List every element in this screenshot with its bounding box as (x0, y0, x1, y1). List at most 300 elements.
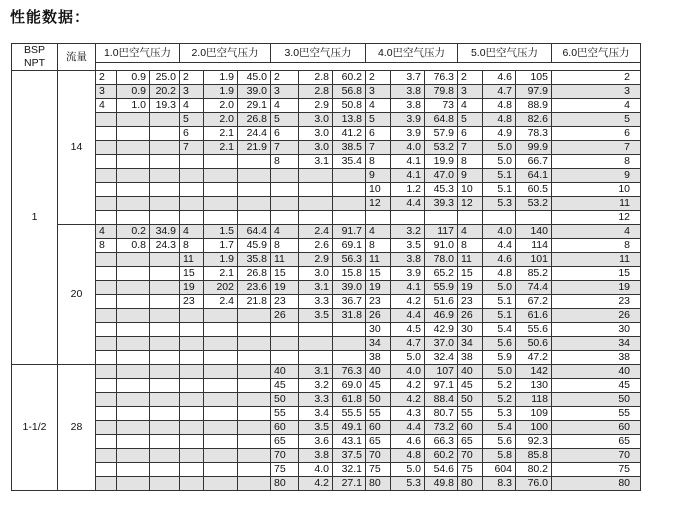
p2-cell (180, 155, 204, 169)
p3-cell: 15 (271, 267, 299, 281)
p1-cell (117, 281, 150, 295)
p6-cell: 34 (552, 337, 641, 351)
p2-cell (204, 407, 238, 421)
p3-cell: 36.7 (333, 295, 366, 309)
p3-cell: 2.6 (299, 239, 333, 253)
p5-cell: 5.1 (483, 295, 516, 309)
p3-cell: 32.1 (333, 463, 366, 477)
p1-cell (117, 127, 150, 141)
p6-cell: 8 (552, 239, 641, 253)
p5-cell: 64.1 (516, 169, 552, 183)
p3-cell: 3.0 (299, 127, 333, 141)
p3-cell: 4.0 (299, 463, 333, 477)
p1-cell (150, 379, 180, 393)
p4-cell: 46.9 (425, 309, 458, 323)
p4-cell: 76.3 (425, 71, 458, 85)
p6-cell: 11 (552, 197, 641, 211)
p3-cell (271, 169, 299, 183)
p5-cell: 34 (458, 337, 483, 351)
p4-cell: 4.4 (391, 197, 425, 211)
p4-cell: 88.4 (425, 393, 458, 407)
p2-cell (180, 323, 204, 337)
flow-cell: 28 (58, 365, 96, 491)
p1-cell (117, 421, 150, 435)
p5-cell: 88.9 (516, 99, 552, 113)
p5-cell: 80.2 (516, 463, 552, 477)
p6-cell: 5 (552, 113, 641, 127)
p2-cell: 19 (180, 281, 204, 295)
p4-cell: 70 (366, 449, 391, 463)
p3-cell: 39.0 (333, 281, 366, 295)
table-row (12, 393, 641, 407)
p3-cell: 8 (271, 239, 299, 253)
p1-cell (117, 183, 150, 197)
p2-cell (238, 379, 271, 393)
p3-cell (271, 211, 299, 225)
p3-cell: 80 (271, 477, 299, 491)
p3-cell: 91.7 (333, 225, 366, 239)
p3-cell (333, 183, 366, 197)
p4-cell: 34 (366, 337, 391, 351)
p3-cell: 7 (271, 141, 299, 155)
p5-cell: 55.6 (516, 323, 552, 337)
p3-cell: 41.2 (333, 127, 366, 141)
p4-cell: 80.7 (425, 407, 458, 421)
p4-cell: 4.4 (391, 421, 425, 435)
p4-cell: 3.2 (391, 225, 425, 239)
p5-cell: 4 (458, 99, 483, 113)
p1-cell (150, 421, 180, 435)
p5-cell: 101 (516, 253, 552, 267)
flow-cell: 20 (58, 225, 96, 365)
p1-cell (96, 253, 117, 267)
p1-cell (150, 365, 180, 379)
p4-cell: 7 (366, 141, 391, 155)
p1-cell (117, 211, 150, 225)
p5-cell: 55 (458, 407, 483, 421)
p1-cell (117, 113, 150, 127)
p5-cell: 74.4 (516, 281, 552, 295)
p4-cell: 30 (366, 323, 391, 337)
table-row (12, 421, 641, 435)
p4-cell: 45 (366, 379, 391, 393)
p4-cell: 97.1 (425, 379, 458, 393)
p1-cell (96, 295, 117, 309)
p1-cell: 20.2 (150, 85, 180, 99)
p2-cell (238, 309, 271, 323)
p1-cell (150, 393, 180, 407)
p1-cell (117, 169, 150, 183)
size-cell: 1-1/2 (12, 365, 58, 491)
table-row (12, 127, 641, 141)
p5-cell: 5.8 (483, 449, 516, 463)
p3-cell (271, 351, 299, 365)
p3-cell (299, 323, 333, 337)
p2-cell (204, 477, 238, 491)
p1-cell (150, 183, 180, 197)
p2-cell (238, 169, 271, 183)
p5-cell: 4.8 (483, 267, 516, 281)
p1-cell (150, 281, 180, 295)
p3-cell (299, 183, 333, 197)
p5-cell: 99.9 (516, 141, 552, 155)
p4-cell: 3.9 (391, 127, 425, 141)
p3-cell: 55 (271, 407, 299, 421)
table-body (12, 71, 641, 491)
p5-cell: 50 (458, 393, 483, 407)
p4-cell: 73.2 (425, 421, 458, 435)
p3-cell: 19 (271, 281, 299, 295)
p2-cell (238, 421, 271, 435)
p2-cell: 23.6 (238, 281, 271, 295)
p2-cell: 2.0 (204, 99, 238, 113)
p3-cell (333, 197, 366, 211)
p2-cell: 23 (180, 295, 204, 309)
p4-cell: 4.4 (391, 309, 425, 323)
p4-cell: 49.8 (425, 477, 458, 491)
p4-cell: 5 (366, 113, 391, 127)
p2-cell (204, 393, 238, 407)
p4-cell: 8 (366, 155, 391, 169)
p5-cell (483, 211, 516, 225)
p3-cell: 11 (271, 253, 299, 267)
p1-cell (150, 449, 180, 463)
p2-cell (204, 211, 238, 225)
p1-cell: 25.0 (150, 71, 180, 85)
p5-cell: 4.6 (483, 253, 516, 267)
p2-cell (204, 337, 238, 351)
pressure-header-1: 1.0巴空气压力 (96, 44, 180, 63)
p5-cell: 105 (516, 71, 552, 85)
p2-cell (238, 435, 271, 449)
p5-cell: 23 (458, 295, 483, 309)
table-row (12, 169, 641, 183)
p4-cell: 65.2 (425, 267, 458, 281)
p4-cell: 4.5 (391, 323, 425, 337)
flow-cell: 14 (58, 71, 96, 225)
p5-cell: 11 (458, 253, 483, 267)
p2-cell (204, 421, 238, 435)
p3-cell: 3.5 (299, 421, 333, 435)
p2-cell: 6 (180, 127, 204, 141)
table-row (12, 113, 641, 127)
p2-cell: 1.9 (204, 253, 238, 267)
p1-cell: 1.0 (117, 99, 150, 113)
p2-cell (204, 379, 238, 393)
p1-cell (96, 169, 117, 183)
table-row (12, 197, 641, 211)
p4-cell: 11 (366, 253, 391, 267)
p4-cell: 4.6 (391, 435, 425, 449)
p1-cell (150, 351, 180, 365)
p4-cell: 79.8 (425, 85, 458, 99)
p2-cell (180, 309, 204, 323)
p5-cell: 5.0 (483, 141, 516, 155)
p4-cell: 4.1 (391, 281, 425, 295)
p1-cell (150, 309, 180, 323)
p4-cell: 65 (366, 435, 391, 449)
p3-cell: 69.0 (333, 379, 366, 393)
p2-cell (180, 393, 204, 407)
p3-cell: 3.5 (299, 309, 333, 323)
p6-cell: 75 (552, 463, 641, 477)
p5-cell: 10 (458, 183, 483, 197)
p1-cell (96, 141, 117, 155)
pressure-header-6: 6.0巴空气压力 (552, 44, 641, 63)
p5-cell: 40 (458, 365, 483, 379)
p6-cell: 6 (552, 127, 641, 141)
p3-cell (299, 351, 333, 365)
p6-cell: 4 (552, 225, 641, 239)
p5-cell: 4.7 (483, 85, 516, 99)
p2-cell: 1.7 (204, 239, 238, 253)
p5-cell: 114 (516, 239, 552, 253)
p5-cell: 67.2 (516, 295, 552, 309)
p2-cell (180, 211, 204, 225)
p2-cell (180, 435, 204, 449)
p3-cell: 23 (271, 295, 299, 309)
p5-cell: 118 (516, 393, 552, 407)
table-row (12, 407, 641, 421)
p2-cell: 64.4 (238, 225, 271, 239)
p5-cell: 78.3 (516, 127, 552, 141)
p3-cell (333, 211, 366, 225)
p4-cell: 3.8 (391, 253, 425, 267)
p5-cell (516, 211, 552, 225)
p4-cell: 4.1 (391, 169, 425, 183)
p5-cell: 604 (483, 463, 516, 477)
p1-cell (117, 253, 150, 267)
p1-cell (150, 127, 180, 141)
p5-cell: 5.2 (483, 379, 516, 393)
p1-cell (150, 477, 180, 491)
p2-cell: 21.9 (238, 141, 271, 155)
p6-cell: 65 (552, 435, 641, 449)
p6-cell: 40 (552, 365, 641, 379)
p5-cell: 19 (458, 281, 483, 295)
p4-cell: 5.0 (391, 463, 425, 477)
p1-cell (117, 393, 150, 407)
p1-cell (96, 421, 117, 435)
p6-cell: 8 (552, 155, 641, 169)
p6-cell: 4 (552, 99, 641, 113)
p2-cell: 26.8 (238, 267, 271, 281)
p1-cell (117, 309, 150, 323)
p3-cell: 43.1 (333, 435, 366, 449)
p2-cell (204, 169, 238, 183)
pressure-header-5: 5.0巴空气压力 (458, 44, 552, 63)
p5-cell: 65 (458, 435, 483, 449)
p3-cell: 50 (271, 393, 299, 407)
p5-cell: 12 (458, 197, 483, 211)
p2-cell: 4 (180, 99, 204, 113)
p1-cell (96, 477, 117, 491)
p1-cell: 4 (96, 99, 117, 113)
p5-cell: 5.1 (483, 183, 516, 197)
p5-cell: 66.7 (516, 155, 552, 169)
p2-cell (238, 337, 271, 351)
p1-cell (150, 407, 180, 421)
p3-cell: 3.2 (299, 379, 333, 393)
p2-cell: 1.9 (204, 71, 238, 85)
p5-cell: 9 (458, 169, 483, 183)
p2-cell: 2.0 (204, 113, 238, 127)
p4-cell: 2 (366, 71, 391, 85)
p5-cell: 15 (458, 267, 483, 281)
p1-cell: 19.3 (150, 99, 180, 113)
p3-cell: 69.1 (333, 239, 366, 253)
p5-cell: 45 (458, 379, 483, 393)
p5-cell: 30 (458, 323, 483, 337)
pressure-header-2: 2.0巴空气压力 (180, 44, 271, 63)
p5-cell: 4.9 (483, 127, 516, 141)
p1-cell (117, 477, 150, 491)
p1-cell (96, 435, 117, 449)
p2-cell: 26.8 (238, 113, 271, 127)
table-row (12, 463, 641, 477)
p5-cell: 61.6 (516, 309, 552, 323)
p2-cell: 2.4 (204, 295, 238, 309)
p5-cell: 100 (516, 421, 552, 435)
p3-cell: 38.5 (333, 141, 366, 155)
p5-cell: 5.2 (483, 393, 516, 407)
p5-cell: 53.2 (516, 197, 552, 211)
p2-cell: 2.1 (204, 127, 238, 141)
p1-cell (96, 183, 117, 197)
p5-cell: 5.0 (483, 365, 516, 379)
p3-cell: 60.2 (333, 71, 366, 85)
p3-cell: 3.8 (299, 449, 333, 463)
p5-cell: 82.6 (516, 113, 552, 127)
p1-cell (117, 197, 150, 211)
p4-cell: 38 (366, 351, 391, 365)
p3-cell: 75 (271, 463, 299, 477)
p3-cell: 3.1 (299, 281, 333, 295)
flow-header: 流量 (58, 44, 96, 71)
table-row (12, 71, 641, 85)
table-row (12, 323, 641, 337)
p1-cell (150, 253, 180, 267)
p6-cell: 23 (552, 295, 641, 309)
p1-cell: 34.9 (150, 225, 180, 239)
p3-cell: 55.5 (333, 407, 366, 421)
p6-cell: 11 (552, 253, 641, 267)
p3-cell (333, 351, 366, 365)
p3-cell (299, 211, 333, 225)
p3-cell: 56.8 (333, 85, 366, 99)
p6-cell: 70 (552, 449, 641, 463)
p4-cell: 73 (425, 99, 458, 113)
p6-cell: 19 (552, 281, 641, 295)
p5-cell: 60.5 (516, 183, 552, 197)
page-title: 性能数据： (10, 9, 91, 26)
p2-cell (204, 323, 238, 337)
p3-cell: 3.3 (299, 295, 333, 309)
p5-cell: 5.3 (483, 197, 516, 211)
p4-cell: 5.0 (391, 351, 425, 365)
p1-cell: 3 (96, 85, 117, 99)
p3-cell (271, 337, 299, 351)
performance-table-wrapper (11, 43, 641, 491)
p3-cell: 3 (271, 85, 299, 99)
p1-cell (117, 267, 150, 281)
p1-cell (96, 127, 117, 141)
p3-cell (333, 323, 366, 337)
p5-cell: 5.6 (483, 435, 516, 449)
p3-cell: 8 (271, 155, 299, 169)
p2-cell (238, 407, 271, 421)
p2-cell: 2.1 (204, 141, 238, 155)
table-row (12, 99, 641, 113)
table-row (12, 239, 641, 253)
p5-cell: 5.4 (483, 421, 516, 435)
p1-cell (150, 197, 180, 211)
p2-cell (238, 183, 271, 197)
p4-cell: 32.4 (425, 351, 458, 365)
p4-cell: 8 (366, 239, 391, 253)
p5-cell: 8.3 (483, 477, 516, 491)
p2-cell (238, 155, 271, 169)
p2-cell (180, 379, 204, 393)
p1-cell (96, 449, 117, 463)
table-row (12, 155, 641, 169)
p3-cell: 3.3 (299, 393, 333, 407)
p1-cell (96, 463, 117, 477)
p3-cell: 2.9 (299, 99, 333, 113)
p4-cell: 107 (425, 365, 458, 379)
p1-cell (117, 337, 150, 351)
p2-cell: 45.0 (238, 71, 271, 85)
p3-cell (271, 197, 299, 211)
table-row (12, 225, 641, 239)
p3-cell (299, 169, 333, 183)
bsp-npt-header (12, 44, 58, 71)
p2-cell (238, 351, 271, 365)
p5-cell: 5.6 (483, 337, 516, 351)
p3-cell: 56.3 (333, 253, 366, 267)
p2-cell (180, 477, 204, 491)
p2-cell (180, 407, 204, 421)
p1-cell (96, 393, 117, 407)
p2-cell (204, 351, 238, 365)
p3-cell: 3.0 (299, 113, 333, 127)
pressure-header-4: 4.0巴空气压力 (366, 44, 458, 63)
p4-cell: 5.3 (391, 477, 425, 491)
p1-cell (150, 323, 180, 337)
p1-cell (150, 267, 180, 281)
p1-cell (96, 379, 117, 393)
p2-cell (238, 477, 271, 491)
p6-cell: 9 (552, 169, 641, 183)
p3-cell: 49.1 (333, 421, 366, 435)
p1-cell (117, 155, 150, 169)
p5-cell: 8 (458, 239, 483, 253)
p6-cell: 55 (552, 407, 641, 421)
p4-cell: 60 (366, 421, 391, 435)
p4-cell: 3.8 (391, 85, 425, 99)
p3-cell: 61.8 (333, 393, 366, 407)
p5-cell: 140 (516, 225, 552, 239)
p4-cell: 4.2 (391, 393, 425, 407)
p1-cell (117, 351, 150, 365)
p6-cell: 3 (552, 85, 641, 99)
p1-cell (117, 407, 150, 421)
p3-cell (299, 337, 333, 351)
table-row (12, 85, 641, 99)
p4-cell: 53.2 (425, 141, 458, 155)
p5-cell: 75 (458, 463, 483, 477)
performance-table (11, 43, 641, 491)
